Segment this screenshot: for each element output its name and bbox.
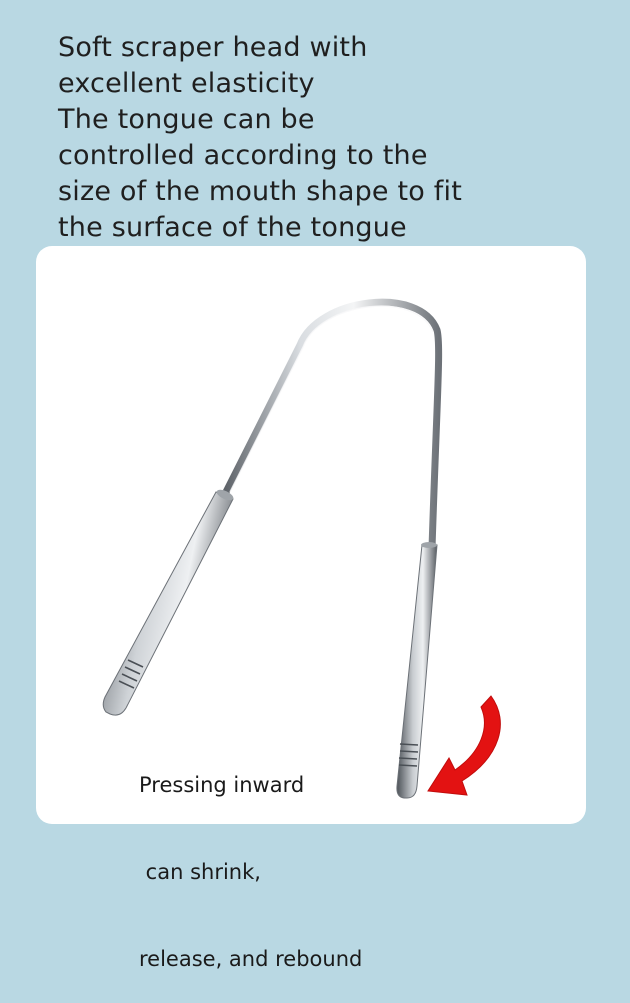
scraper-band [226,302,439,548]
headline-line: the surface of the tongue [58,212,407,243]
headline-line: controlled according to the [58,140,428,171]
headline-line: The tongue can be [58,104,315,135]
left-handle [103,488,235,716]
headline-line: size of the mouth shape to fit [58,176,462,207]
caption-text [139,713,362,1003]
caption-line: can shrink, [139,860,261,884]
headline-line: Soft scraper head with [58,32,368,63]
headline-line: excellent elasticity [58,68,315,99]
curved-arrow-icon [428,696,500,795]
right-handle [397,542,437,798]
caption-line: release, and rebound [139,947,363,971]
caption-line: Pressing inward [139,773,305,797]
